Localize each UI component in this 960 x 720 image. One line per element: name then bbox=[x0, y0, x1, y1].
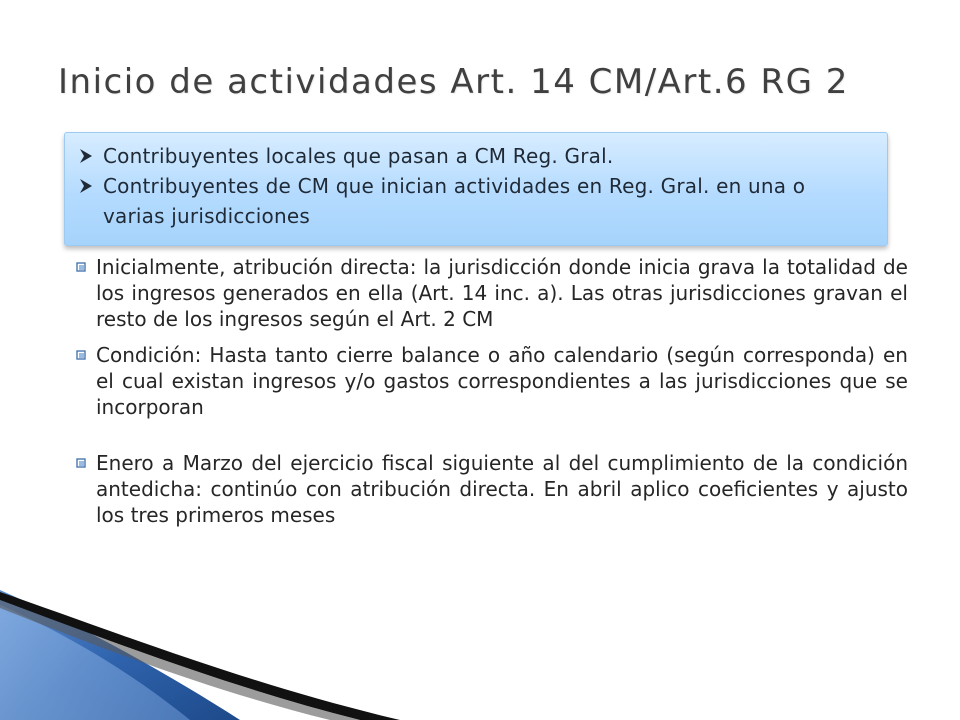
callout-item-text: Contribuyentes locales que pasan a CM Reg. Gral. bbox=[103, 144, 614, 168]
list-item-text: Inicialmente, atribución directa: la jurisdicción donde inicia grava la totalidad de los ingresos generados en ella (Art. 14 inc. a). Las otras jurisdicciones gravan el resto de los ingresos según el Art. 2 CM bbox=[96, 255, 908, 331]
list-item-text: Enero a Marzo del ejercicio fiscal siguiente al del cumplimiento de la condición antedicha: continúo con atribución directa. En abril aplico coeficientes y ajusto los tres primeros meses bbox=[96, 451, 908, 527]
list-item-text: Condición: Hasta tanto cierre balance o año calendario (según corresponda) en el cual existan ingresos y/o gastos correspondientes a las jurisdicciones que se incorporan bbox=[96, 343, 908, 419]
square-bullet-icon bbox=[76, 450, 96, 476]
square-bullet-icon bbox=[76, 342, 96, 368]
list-item bbox=[76, 254, 908, 332]
arrowhead-bullet-icon bbox=[79, 171, 103, 201]
slide-title: Inicio de actividades Art. 14 CM/Art.6 RG 2 bbox=[58, 62, 849, 102]
callout-item bbox=[79, 171, 871, 231]
callout-item-text: Contribuyentes de CM que inician actividades en Reg. Gral. en una o varias jurisdicciones bbox=[103, 174, 806, 228]
arrowhead-bullet-icon bbox=[79, 141, 103, 171]
decorative-corner-swoosh bbox=[0, 590, 400, 720]
list-item bbox=[76, 450, 908, 528]
callout-item bbox=[79, 141, 871, 171]
callout-box bbox=[64, 132, 888, 246]
list-item bbox=[76, 342, 908, 420]
bullet-list bbox=[76, 254, 908, 538]
square-bullet-icon bbox=[76, 254, 96, 280]
